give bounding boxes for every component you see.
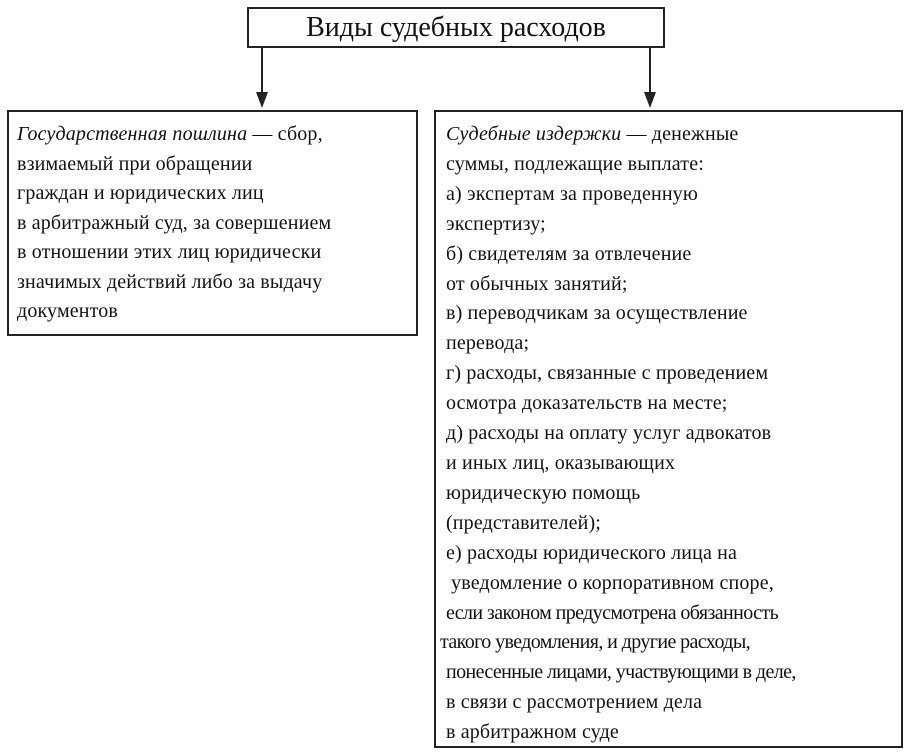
right-line-2: суммы, подлежащие выплате: xyxy=(446,152,704,175)
left-line-7: документов xyxy=(17,300,119,322)
right-line-15: е) расходы юридического лица на xyxy=(446,541,738,564)
left-line-2: взимаемый при обращении xyxy=(17,152,253,175)
right-line-12: и иных лиц, оказывающих xyxy=(446,451,676,474)
left-line-3: граждан и юридических лиц xyxy=(17,182,264,204)
court-costs-term: Судебные издержки xyxy=(446,123,622,145)
left-line-5: в отношении этих лиц юридически xyxy=(17,241,322,263)
right-line-13: юридическую помощь xyxy=(446,481,641,504)
state-duty-term: Государственная пошлина xyxy=(17,123,248,145)
right-line-7: в) переводчикам за осуществление xyxy=(446,302,748,325)
left-arrow-head xyxy=(256,92,268,108)
right-line-8: перевода; xyxy=(446,332,530,355)
right-line-19: понесенные лицами, участвующими в деле, xyxy=(446,661,796,684)
state-duty-box xyxy=(7,110,418,336)
right-line-21: в арбитражном суде xyxy=(446,721,619,744)
left-line-4: в арбитражный суд, за совершением xyxy=(17,211,332,234)
right-line-20: в связи с рассмотрением дела xyxy=(446,691,703,714)
right-line-5: б) свидетелям за отвлечение xyxy=(446,242,692,265)
right-line-1: Судебные издержки — денежные xyxy=(446,123,739,145)
right-line-14: (представителей); xyxy=(446,511,601,534)
court-costs-box xyxy=(434,110,903,748)
right-line-10: осмотра доказательств на месте; xyxy=(446,392,728,415)
right-line-18: такого уведомления, и другие расходы, xyxy=(440,631,751,654)
right-line-3: а) экспертам за проведенную xyxy=(446,182,698,205)
right-line-17: если законом предусмотрена обязанность xyxy=(446,601,779,624)
right-line-16: уведомление о корпоративном споре, xyxy=(446,571,774,594)
right-line-11: д) расходы на оплату услуг адвокатов xyxy=(446,422,772,445)
left-line-6: значимых действий либо за выдачу xyxy=(17,270,323,293)
right-line-4: экспертизу; xyxy=(446,212,546,235)
right-arrow-head xyxy=(644,92,656,108)
diagram-title: Виды судебных расходов xyxy=(247,7,665,48)
right-line-6: от обычных занятий; xyxy=(446,272,628,295)
right-line-9: г) расходы, связанные с проведением xyxy=(446,362,769,385)
left-line-1: Государственная пошлина — сбор, xyxy=(17,123,323,145)
